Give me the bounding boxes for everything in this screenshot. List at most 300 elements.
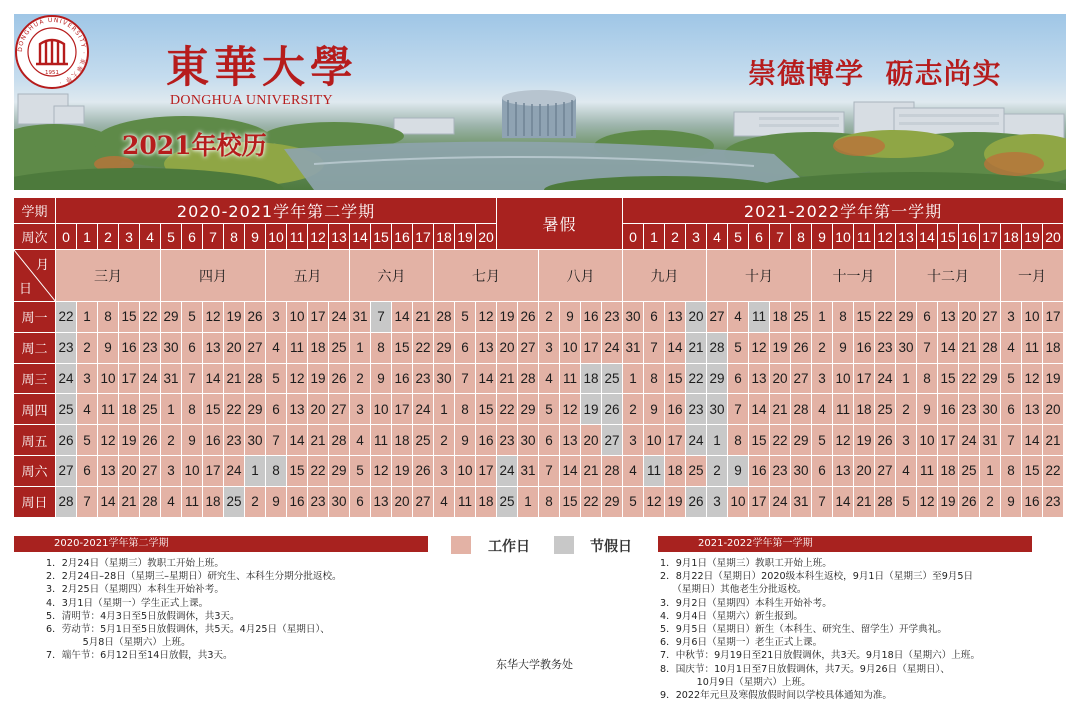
date-cell: 20: [686, 302, 707, 333]
weekday-label: 周三: [14, 364, 56, 395]
week-number: 3: [119, 224, 140, 250]
date-cell: 22: [875, 302, 896, 333]
date-cell: 17: [392, 394, 413, 425]
week-number: 6: [182, 224, 203, 250]
month-header: 六月: [350, 250, 434, 302]
date-cell: 14: [938, 333, 959, 364]
week-number: 16: [392, 224, 413, 250]
date-cell: 16: [1022, 487, 1043, 518]
week-number: 1: [644, 224, 665, 250]
date-cell: 11: [917, 456, 938, 487]
date-cell: 3: [896, 425, 917, 456]
note-line: 7．端午节：6月12日至14日放假，共3天。: [46, 650, 233, 662]
date-cell: 7: [1001, 425, 1022, 456]
date-cell: 11: [749, 302, 770, 333]
month-header: 十月: [707, 250, 812, 302]
date-cell: 9: [455, 425, 476, 456]
date-cell: 25: [497, 487, 518, 518]
date-cell: 26: [875, 425, 896, 456]
date-cell: 7: [917, 333, 938, 364]
week-number: 17: [980, 224, 1001, 250]
week-number: 5: [728, 224, 749, 250]
date-cell: 29: [434, 333, 455, 364]
date-cell: 12: [644, 487, 665, 518]
date-cell: 1: [896, 364, 917, 395]
date-cell: 2: [623, 394, 644, 425]
date-cell: 29: [161, 302, 182, 333]
date-cell: 16: [938, 394, 959, 425]
date-cell: 29: [707, 364, 728, 395]
date-cell: 28: [518, 364, 539, 395]
seal-text: DONGHUA UNIVERSITY · 東華大學 ·: [16, 16, 88, 87]
date-cell: 8: [833, 302, 854, 333]
month-header: 十二月: [896, 250, 1001, 302]
week-number: 14: [917, 224, 938, 250]
date-cell: 21: [1043, 425, 1064, 456]
date-cell: 26: [959, 487, 980, 518]
date-cell: 7: [644, 333, 665, 364]
date-cell: 30: [434, 364, 455, 395]
date-cell: 10: [728, 487, 749, 518]
date-cell: 18: [203, 487, 224, 518]
month-header: 四月: [161, 250, 266, 302]
date-cell: 5: [350, 456, 371, 487]
note-line: 1．9月1日（星期三）教职工开始上班。: [660, 558, 832, 569]
date-cell: 26: [686, 487, 707, 518]
week-number: 12: [875, 224, 896, 250]
note-line: 5．9月5日（星期日）新生（本科生、研究生、留学生）开学典礼。: [660, 624, 947, 636]
week-number: 1: [77, 224, 98, 250]
date-cell: 3: [539, 333, 560, 364]
date-cell: 22: [56, 302, 77, 333]
date-cell: 13: [560, 425, 581, 456]
note-line: 2．8月22日（星期日）2020级本科生返校，9月1日（星期三）至9月5日: [660, 571, 974, 583]
date-cell: 18: [581, 364, 602, 395]
date-cell: 25: [56, 394, 77, 425]
week-number: 13: [329, 224, 350, 250]
notes-left-title: 2020-2021学年第二学期: [14, 536, 428, 552]
date-cell: 2: [350, 364, 371, 395]
week-number: 7: [770, 224, 791, 250]
date-cell: 11: [560, 364, 581, 395]
date-cell: 4: [434, 487, 455, 518]
date-cell: 3: [77, 364, 98, 395]
date-cell: 28: [875, 487, 896, 518]
date-cell: 2: [980, 487, 1001, 518]
date-cell: 4: [77, 394, 98, 425]
university-seal-icon: [14, 14, 90, 90]
date-cell: 28: [245, 364, 266, 395]
date-cell: 6: [455, 333, 476, 364]
week-number: 8: [224, 224, 245, 250]
weekday-label: 周四: [14, 394, 56, 425]
date-cell: 14: [287, 425, 308, 456]
date-cell: 14: [98, 487, 119, 518]
date-cell: 2: [896, 394, 917, 425]
date-cell: 8: [98, 302, 119, 333]
date-cell: 19: [308, 364, 329, 395]
date-cell: 17: [581, 333, 602, 364]
date-cell: 15: [665, 364, 686, 395]
date-cell: 28: [602, 456, 623, 487]
date-cell: 18: [476, 487, 497, 518]
date-cell: 13: [833, 456, 854, 487]
date-cell: 15: [854, 302, 875, 333]
date-cell: 7: [266, 425, 287, 456]
date-cell: 8: [917, 364, 938, 395]
date-cell: 24: [602, 333, 623, 364]
date-cell: 1: [77, 302, 98, 333]
date-cell: 11: [371, 425, 392, 456]
date-cell: 1: [434, 394, 455, 425]
date-cell: 1: [161, 394, 182, 425]
date-cell: 19: [119, 425, 140, 456]
date-cell: 4: [350, 425, 371, 456]
date-cell: 29: [791, 425, 812, 456]
date-cell: 6: [539, 425, 560, 456]
date-cell: 10: [560, 333, 581, 364]
date-cell: 10: [371, 394, 392, 425]
date-cell: 9: [728, 456, 749, 487]
week-number: 20: [1043, 224, 1064, 250]
date-cell: 2: [539, 302, 560, 333]
date-cell: 27: [56, 456, 77, 487]
weekday-label: 周六: [14, 456, 56, 487]
date-cell: 30: [623, 302, 644, 333]
date-cell: 13: [371, 487, 392, 518]
workday-swatch: [451, 536, 471, 554]
date-cell: 10: [182, 456, 203, 487]
date-cell: 27: [707, 302, 728, 333]
date-cell: 6: [182, 333, 203, 364]
date-cell: 30: [707, 394, 728, 425]
date-cell: 30: [518, 425, 539, 456]
date-cell: 17: [476, 456, 497, 487]
date-cell: 21: [959, 333, 980, 364]
date-cell: 17: [938, 425, 959, 456]
date-cell: 15: [749, 425, 770, 456]
date-cell: 18: [854, 394, 875, 425]
date-cell: 11: [833, 394, 854, 425]
date-cell: 3: [161, 456, 182, 487]
note-line: 4．3月1日（星期一）学生正式上课。: [46, 597, 209, 609]
week-label: 周次: [14, 224, 56, 250]
date-cell: 9: [833, 333, 854, 364]
issuing-office: 东华大学教务处: [496, 658, 573, 671]
date-cell: 16: [749, 456, 770, 487]
note-line: 3．2月25日（星期四）本科生开始补考。: [46, 584, 224, 596]
date-cell: 5: [623, 487, 644, 518]
date-cell: 21: [686, 333, 707, 364]
date-cell: 11: [1022, 333, 1043, 364]
date-cell: 21: [224, 364, 245, 395]
week-number: 2: [665, 224, 686, 250]
date-cell: 16: [119, 333, 140, 364]
date-cell: 1: [350, 333, 371, 364]
date-cell: 26: [140, 425, 161, 456]
weekday-label: 周一: [14, 302, 56, 333]
date-cell: 3: [1001, 302, 1022, 333]
date-cell: 25: [224, 487, 245, 518]
date-cell: 10: [917, 425, 938, 456]
date-cell: 14: [833, 487, 854, 518]
month-day-corner: [14, 250, 56, 302]
day-corner-label: 日: [19, 281, 33, 296]
date-cell: 11: [182, 487, 203, 518]
date-cell: 15: [119, 302, 140, 333]
date-cell: 21: [119, 487, 140, 518]
date-cell: 9: [182, 425, 203, 456]
date-cell: 25: [140, 394, 161, 425]
date-cell: 17: [203, 456, 224, 487]
date-cell: 5: [266, 364, 287, 395]
week-number: 5: [161, 224, 182, 250]
date-cell: 12: [560, 394, 581, 425]
date-cell: 20: [581, 425, 602, 456]
weekday-label: 周日: [14, 487, 56, 518]
date-cell: 24: [140, 364, 161, 395]
campus-banner: [14, 14, 1066, 190]
date-cell: 23: [686, 394, 707, 425]
date-cell: 20: [119, 456, 140, 487]
date-cell: 1: [518, 487, 539, 518]
date-cell: 15: [392, 333, 413, 364]
date-cell: 19: [581, 394, 602, 425]
date-cell: 15: [476, 394, 497, 425]
date-cell: 9: [917, 394, 938, 425]
date-cell: 26: [518, 302, 539, 333]
date-cell: 3: [707, 487, 728, 518]
date-cell: 19: [224, 302, 245, 333]
date-cell: 4: [812, 394, 833, 425]
date-cell: 20: [1043, 394, 1064, 425]
month-header: 三月: [56, 250, 161, 302]
note-line: 7．中秋节：9月19日至21日放假调休，共3天。9月18日（星期六）上班。: [660, 650, 981, 662]
date-cell: 11: [98, 394, 119, 425]
date-cell: 23: [140, 333, 161, 364]
date-cell: 28: [140, 487, 161, 518]
date-cell: 1: [980, 456, 1001, 487]
date-cell: 26: [602, 394, 623, 425]
week-number: 7: [203, 224, 224, 250]
date-cell: 19: [938, 487, 959, 518]
date-cell: 9: [266, 487, 287, 518]
note-line: 9．2022年元旦及寒假放假时间以学校具体通知为准。: [660, 690, 892, 702]
note-line: 4．9月4日（星期六）新生报到。: [660, 610, 804, 622]
date-cell: 10: [98, 364, 119, 395]
date-cell: 26: [329, 364, 350, 395]
date-cell: 5: [77, 425, 98, 456]
date-cell: 27: [140, 456, 161, 487]
date-cell: 20: [959, 302, 980, 333]
date-cell: 15: [560, 487, 581, 518]
date-cell: 3: [266, 302, 287, 333]
month-corner-label: 月: [35, 257, 49, 272]
date-cell: 24: [686, 425, 707, 456]
date-cell: 14: [476, 364, 497, 395]
date-cell: 17: [665, 425, 686, 456]
date-cell: 3: [623, 425, 644, 456]
date-cell: 25: [602, 364, 623, 395]
note-line: 5月8日（星期六）上班。: [46, 637, 191, 649]
date-cell: 14: [560, 456, 581, 487]
date-cell: 24: [497, 456, 518, 487]
date-cell: 12: [833, 425, 854, 456]
date-cell: 23: [875, 333, 896, 364]
date-cell: 9: [98, 333, 119, 364]
date-cell: 4: [539, 364, 560, 395]
date-cell: 7: [728, 394, 749, 425]
week-number: 11: [287, 224, 308, 250]
date-cell: 1: [245, 456, 266, 487]
date-cell: 26: [791, 333, 812, 364]
date-cell: 5: [182, 302, 203, 333]
date-cell: 29: [329, 456, 350, 487]
note-line: 6．9月6日（星期一）老生正式上课。: [660, 637, 823, 649]
legend-workday-label: 工作日: [488, 539, 530, 555]
date-cell: 13: [476, 333, 497, 364]
date-cell: 27: [602, 425, 623, 456]
date-cell: 9: [371, 364, 392, 395]
date-cell: 10: [833, 364, 854, 395]
month-header: 八月: [539, 250, 623, 302]
date-cell: 19: [854, 425, 875, 456]
date-cell: 22: [224, 394, 245, 425]
date-cell: 14: [665, 333, 686, 364]
date-cell: 6: [917, 302, 938, 333]
date-cell: 23: [959, 394, 980, 425]
date-cell: 12: [203, 302, 224, 333]
date-cell: 22: [413, 333, 434, 364]
date-cell: 24: [875, 364, 896, 395]
date-cell: 21: [308, 425, 329, 456]
month-header: 一月: [1001, 250, 1064, 302]
week-number: 18: [434, 224, 455, 250]
date-cell: 13: [98, 456, 119, 487]
date-cell: 17: [854, 364, 875, 395]
date-cell: 27: [980, 302, 1001, 333]
date-cell: 5: [728, 333, 749, 364]
date-cell: 22: [308, 456, 329, 487]
week-number: 16: [959, 224, 980, 250]
date-cell: 7: [812, 487, 833, 518]
date-cell: 6: [266, 394, 287, 425]
date-cell: 23: [308, 487, 329, 518]
date-cell: 22: [959, 364, 980, 395]
university-logo-chinese: 東華大學: [166, 43, 358, 93]
date-cell: 16: [287, 487, 308, 518]
date-cell: 17: [308, 302, 329, 333]
date-cell: 25: [413, 425, 434, 456]
date-cell: 26: [413, 456, 434, 487]
date-cell: 12: [287, 364, 308, 395]
date-cell: 7: [371, 302, 392, 333]
week-number: 2: [98, 224, 119, 250]
date-cell: 25: [959, 456, 980, 487]
notes-left: [46, 557, 446, 663]
week-number: 6: [749, 224, 770, 250]
date-cell: 29: [980, 364, 1001, 395]
date-cell: 2: [434, 425, 455, 456]
date-cell: 31: [791, 487, 812, 518]
date-cell: 8: [539, 487, 560, 518]
note-line: 3．9月2日（星期四）本科生开始补考。: [660, 597, 832, 609]
date-cell: 22: [581, 487, 602, 518]
date-cell: 13: [203, 333, 224, 364]
page-title: 2021年校历: [122, 131, 267, 160]
date-cell: 7: [455, 364, 476, 395]
date-cell: 24: [56, 364, 77, 395]
week-number: 4: [140, 224, 161, 250]
date-cell: 21: [497, 364, 518, 395]
date-cell: 27: [329, 394, 350, 425]
date-cell: 25: [875, 394, 896, 425]
date-cell: 5: [539, 394, 560, 425]
date-cell: 19: [1043, 364, 1064, 395]
date-cell: 6: [728, 364, 749, 395]
week-number: 12: [308, 224, 329, 250]
date-cell: 12: [1022, 364, 1043, 395]
date-cell: 7: [539, 456, 560, 487]
date-cell: 10: [644, 425, 665, 456]
semester-label: 学期: [14, 198, 56, 224]
date-cell: 8: [182, 394, 203, 425]
date-cell: 2: [812, 333, 833, 364]
date-cell: 23: [413, 364, 434, 395]
date-cell: 27: [518, 333, 539, 364]
date-cell: 19: [665, 487, 686, 518]
date-cell: 25: [686, 456, 707, 487]
date-cell: 30: [896, 333, 917, 364]
date-cell: 14: [203, 364, 224, 395]
date-cell: 4: [266, 333, 287, 364]
date-cell: 14: [749, 394, 770, 425]
date-cell: 2: [245, 487, 266, 518]
date-cell: 15: [203, 394, 224, 425]
date-cell: 22: [497, 394, 518, 425]
date-cell: 16: [476, 425, 497, 456]
week-number: 9: [245, 224, 266, 250]
date-cell: 16: [854, 333, 875, 364]
semester-2-header: 2020-2021学年第二学期: [56, 198, 497, 224]
date-cell: 24: [329, 302, 350, 333]
date-cell: 26: [245, 302, 266, 333]
date-cell: 12: [917, 487, 938, 518]
date-cell: 13: [1022, 394, 1043, 425]
date-cell: 6: [1001, 394, 1022, 425]
date-cell: 8: [266, 456, 287, 487]
date-cell: 18: [392, 425, 413, 456]
month-header: 九月: [623, 250, 707, 302]
date-cell: 6: [77, 456, 98, 487]
date-cell: 15: [938, 364, 959, 395]
date-cell: 12: [98, 425, 119, 456]
date-cell: 28: [791, 394, 812, 425]
note-line: 2．2月24日–28日（星期三–星期日）研究生、本科生分期分批返校。: [46, 571, 342, 583]
week-number: 15: [938, 224, 959, 250]
date-cell: 4: [896, 456, 917, 487]
date-cell: 17: [1043, 302, 1064, 333]
university-logo-english: DONGHUA UNIVERSITY: [170, 93, 333, 108]
date-cell: 18: [1043, 333, 1064, 364]
date-cell: 23: [224, 425, 245, 456]
date-cell: 1: [707, 425, 728, 456]
date-cell: 8: [1001, 456, 1022, 487]
note-line: 6．劳动节：5月1日至5日放假调休，共5天。4月25日（星期日）、: [46, 624, 330, 636]
date-cell: 27: [413, 487, 434, 518]
month-header: 十一月: [812, 250, 896, 302]
date-cell: 8: [644, 364, 665, 395]
